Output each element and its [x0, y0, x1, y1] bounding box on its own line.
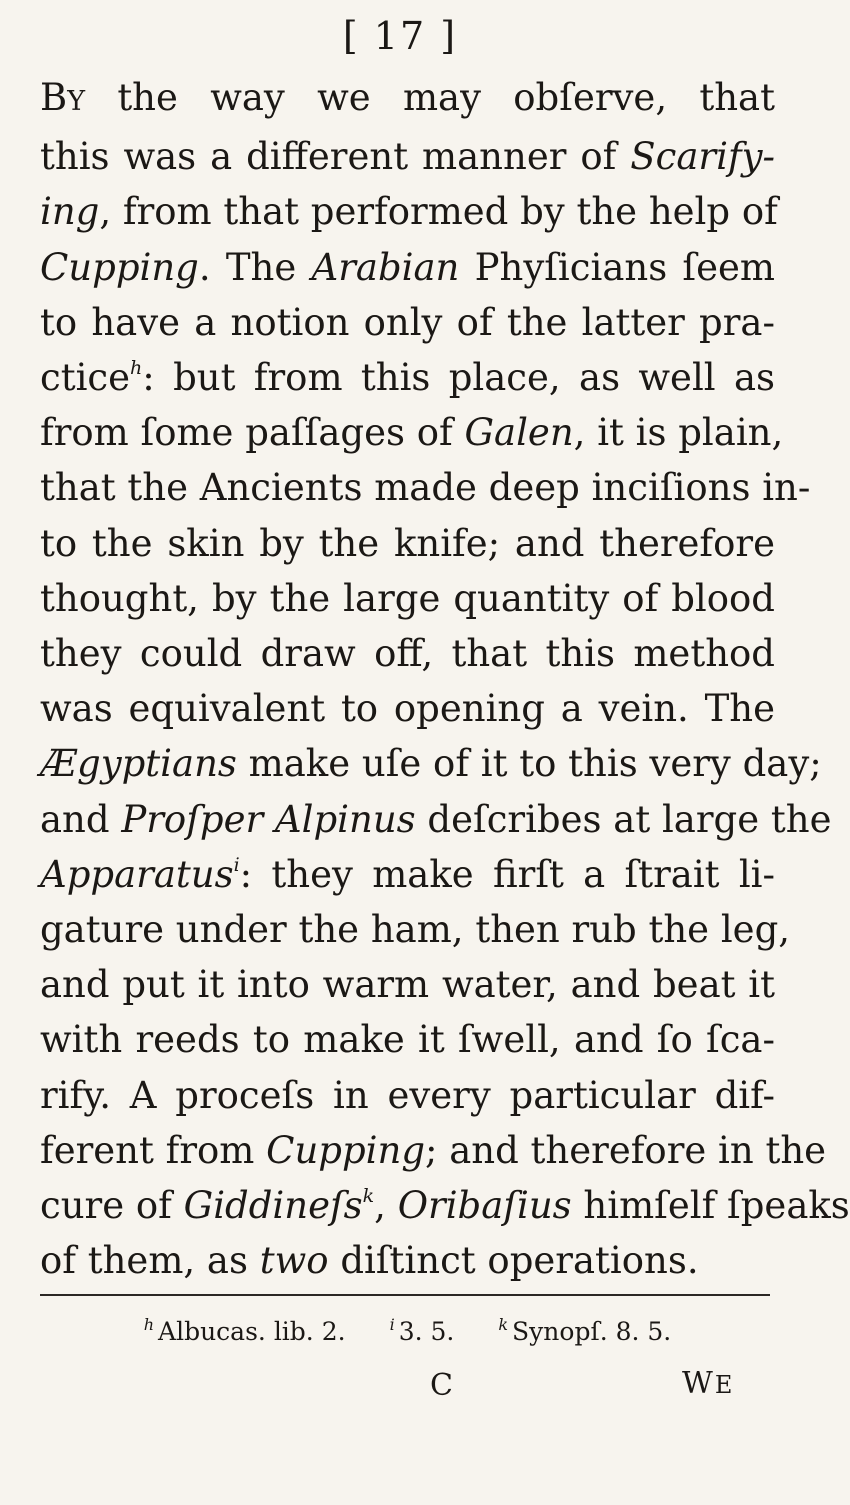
text-line	[40, 902, 791, 957]
text-segment: : but from this place, as well as	[142, 356, 775, 400]
footnote-mark: h	[143, 1315, 155, 1334]
text-segment: ferent from	[40, 1128, 267, 1172]
text-line	[40, 350, 775, 405]
text-segment: of them, as	[40, 1239, 260, 1283]
text-segment: ; and therefore in the	[425, 1128, 827, 1172]
text-line	[40, 70, 775, 129]
text-segment: the way we may obſerve, that	[85, 76, 775, 119]
text-segment: they could draw off, that this method	[40, 632, 775, 676]
footnote-text: 3. 5.	[398, 1317, 455, 1346]
catchword-initial: W	[682, 1366, 715, 1401]
text-segment: and put it into warm water, and beat it	[40, 963, 775, 1007]
footnotes	[40, 1315, 775, 1346]
text-segment: cure of	[40, 1184, 184, 1228]
text-line	[40, 184, 778, 239]
footnote-reference: h	[130, 357, 143, 380]
text-segment: thought, by the large quantity of blood	[40, 576, 775, 620]
text-segment: , it is plain,	[573, 411, 784, 455]
text-segment: diſtinct operations.	[328, 1239, 699, 1283]
catchword-rest: E	[714, 1371, 735, 1399]
italic-text: Apparatus	[40, 852, 234, 896]
text-segment: deſcribes at large the	[415, 797, 832, 841]
footnote-text: Synopſ. 8. 5.	[512, 1317, 672, 1346]
italic-text: Oribaſius	[397, 1184, 572, 1228]
text-line	[40, 736, 822, 791]
text-line	[40, 1068, 775, 1123]
italic-text: two	[259, 1239, 329, 1283]
text-segment: gature under the ham, then rub the leg,	[40, 908, 791, 952]
text-segment: from ſome paſſages of	[40, 411, 465, 455]
italic-text: Ægyptians	[40, 742, 237, 786]
text-line	[40, 1178, 850, 1233]
text-line	[40, 792, 832, 847]
text-line	[40, 957, 775, 1012]
footnote	[390, 1315, 455, 1346]
italic-text: Giddineſs	[183, 1184, 363, 1228]
text-line	[40, 847, 775, 902]
text-segment: : they make firſt a ſtrait li-	[239, 852, 775, 896]
text-segment: with reeds to make it ſwell, and ſo ſca-	[40, 1018, 775, 1062]
italic-text: Proſper Alpinus	[121, 797, 416, 841]
text-segment: was equivalent to opening a vein. The	[40, 687, 775, 731]
italic-text: Scarify-	[630, 135, 775, 179]
italic-text: Cupping	[40, 245, 199, 289]
text-segment: this was a different manner of	[40, 135, 631, 179]
text-segment: , from that performed by the help of	[99, 190, 778, 234]
text-segment: that the Ancients made deep inciſions in-	[40, 466, 811, 510]
footnote	[144, 1315, 346, 1346]
text-line	[40, 571, 775, 626]
page-number: [ 17 ]	[342, 14, 458, 58]
text-line	[40, 405, 784, 460]
text-line	[40, 681, 775, 736]
body-text	[40, 70, 850, 1288]
footnote	[498, 1315, 671, 1346]
text-line	[40, 1123, 827, 1178]
italic-text: ing	[40, 190, 100, 234]
text-segment: make uſe of it to this very day;	[236, 742, 822, 786]
footnote-rule	[40, 1294, 770, 1296]
footnote-mark: i	[389, 1315, 395, 1334]
text-line	[40, 1012, 775, 1067]
text-segment: and	[40, 797, 122, 841]
text-segment: Phyſicians ſeem	[459, 245, 775, 289]
text-line	[40, 129, 775, 184]
text-line	[40, 240, 775, 295]
signature-mark: C	[430, 1368, 455, 1403]
footnote-mark: k	[498, 1315, 509, 1334]
text-segment: himſelf ſpeaks	[571, 1184, 850, 1228]
text-line	[40, 1233, 775, 1288]
text-segment: to have a notion only of the latter pra-	[40, 300, 775, 344]
text-segment: ctice	[40, 356, 131, 400]
text-segment: Y	[67, 86, 86, 117]
italic-text: Galen	[464, 411, 574, 455]
text-line	[40, 516, 775, 571]
text-segment: . The	[198, 245, 312, 289]
italic-text: Arabian	[311, 245, 460, 289]
text-segment: rify. A proceſs in every particular dif-	[40, 1073, 775, 1117]
footnote-reference: i	[233, 853, 240, 876]
text-segment: B	[40, 76, 68, 119]
footnote-text: Albucas. lib. 2.	[158, 1317, 346, 1346]
italic-text: Cupping	[266, 1128, 425, 1172]
text-line	[40, 460, 811, 515]
catchword	[682, 1366, 734, 1401]
footnote-reference: k	[362, 1185, 375, 1208]
text-line	[40, 626, 775, 681]
text-segment: ,	[374, 1184, 398, 1228]
text-segment: to the skin by the knife; and therefore	[40, 521, 775, 565]
text-line	[40, 295, 775, 350]
